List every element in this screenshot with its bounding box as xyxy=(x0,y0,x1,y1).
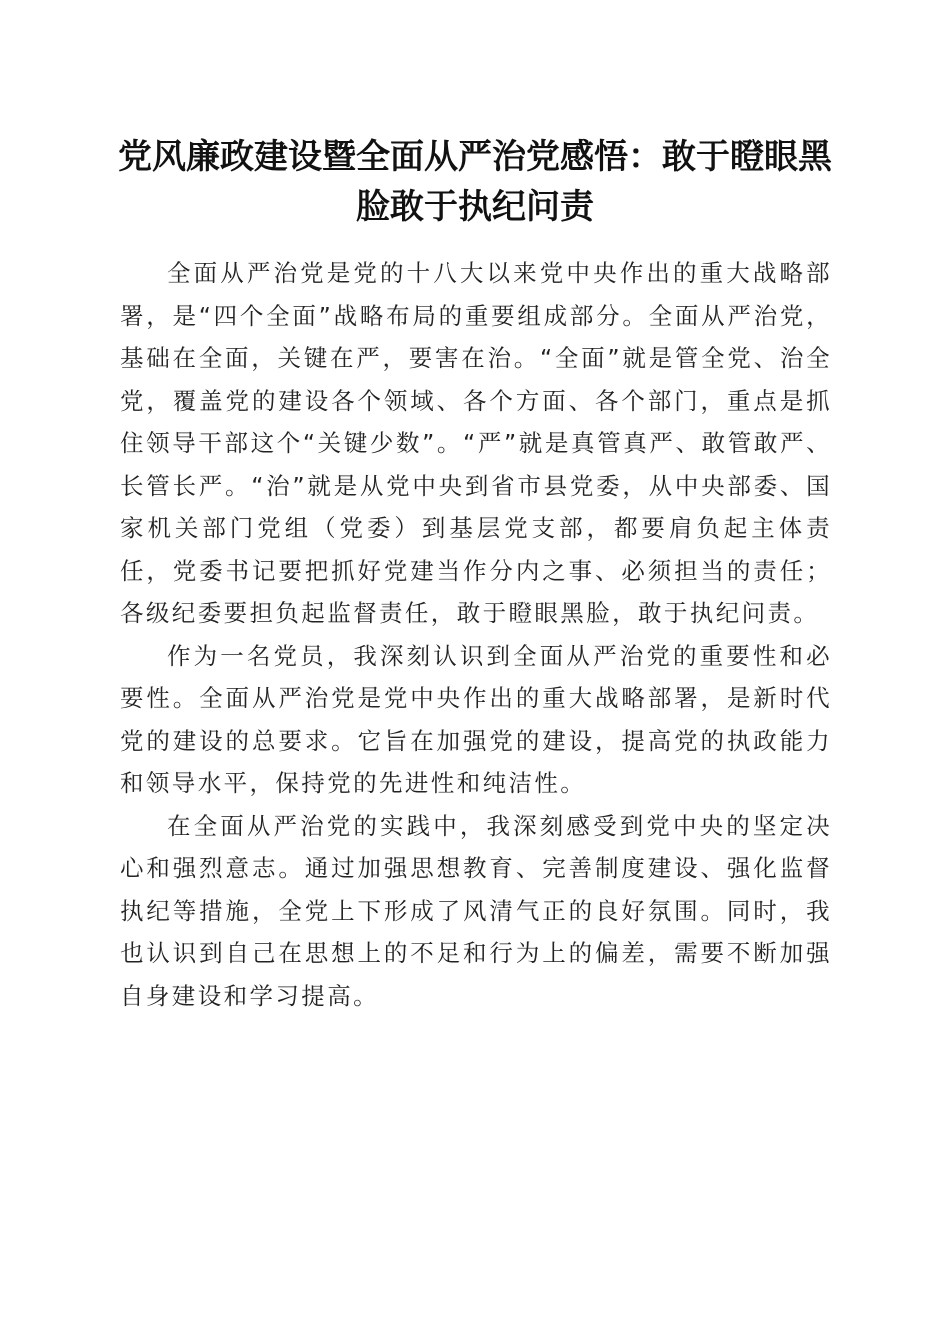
document-body xyxy=(120,252,832,1017)
paragraph-1: 全面从严治党是党的十八大以来党中央作出的重大战略部署，是“四个全面”战略布局的重要组成部分。全面从严治党，基础在全面，关键在严，要害在治。“全面”就是管全党、治全党，覆盖党的建设各个领域、各个方面、各个部门，重点是抓住领导干部这个“关键少数”。“严”就是真管真严、敢管敢严、长管长严。“治”就是从党中央到省市县党委，从中央部委、国家机关部门党组（党委）到基层党支部，都要肩负起主体责任，党委书记要把抓好党建当作分内之事、必须担当的责任；各级纪委要担负起监督责任，敢于瞪眼黑脸，敢于执纪问责。 xyxy=(120,259,832,627)
document-title: 党风廉政建设暨全面从严治党感悟：敢于瞪眼黑脸敢于执纪问责 xyxy=(118,137,832,227)
paragraph-3: 在全面从严治党的实践中，我深刻感受到党中央的坚定决心和强烈意志。通过加强思想教育、完善制度建设、强化监督执纪等措施，全党上下形成了风清气正的良好氛围。同时，我也认识到自己在思想上的不足和行为上的偏差，需要不断加强自身建设和学习提高。 xyxy=(120,811,832,1010)
paragraph-2: 作为一名党员，我深刻认识到全面从严治党的重要性和必要性。全面从严治党是党中央作出的重大战略部署，是新时代党的建设的总要求。它旨在加强党的建设，提高党的执政能力和领导水平，保持党的先进性和纯洁性。 xyxy=(120,641,832,797)
